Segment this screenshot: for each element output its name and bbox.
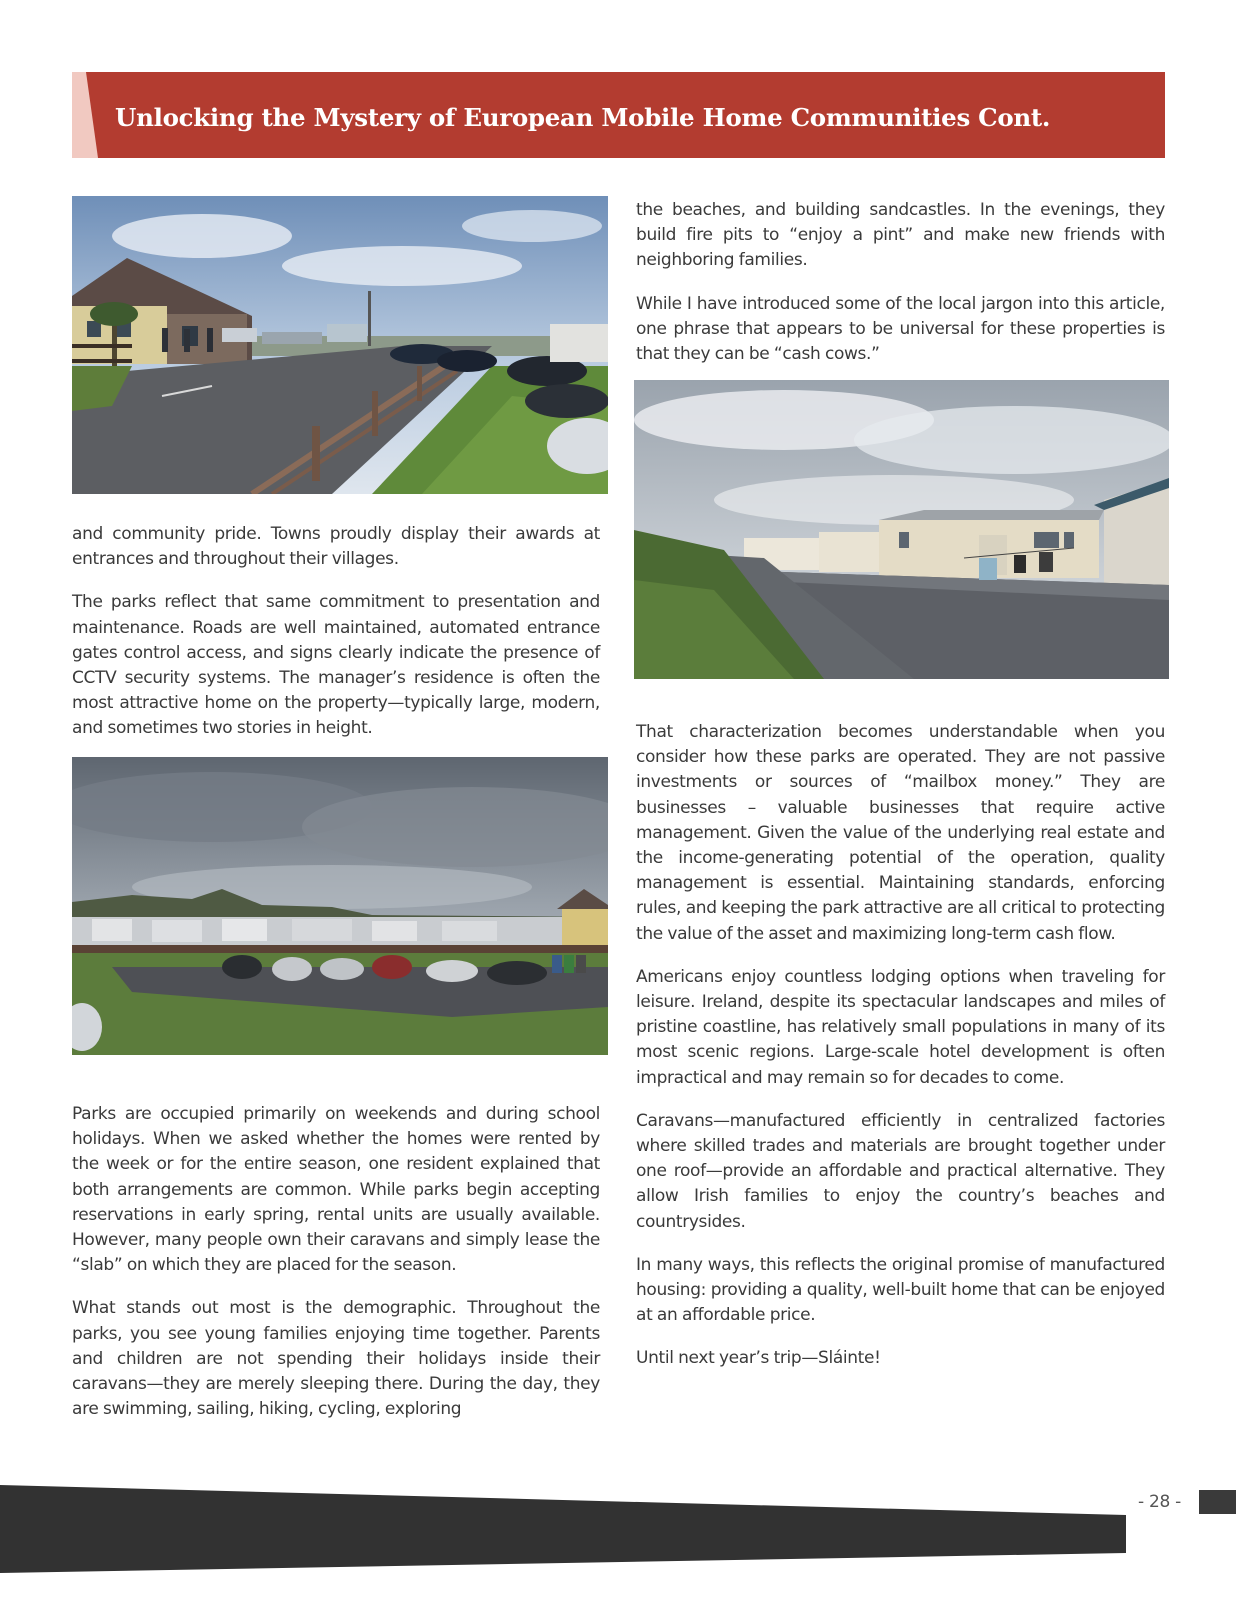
footer-band [0,1485,1236,1575]
photo-village-entrance [72,196,608,494]
left-text-block-2 [72,1102,600,1440]
paragraph: Caravans—manufactured efficiently in centralized factories where skilled trades and materials are brought together under one roof—provide an affordable and practical alternative. They allow Irish families to enjoy the country’s beaches and countrysides. [636,1110,1165,1232]
paragraph: Americans enjoy countless lodging options when traveling for leisure. Ireland, despite its spectacular landscapes and miles of pristine coastline, has relatively small populations in many of its most scenic regions. Large-scale hotel development is often impractical and may remain so for decades to come. [636,966,1165,1088]
paragraph: In many ways, this reflects the original promise of manufactured housing: providing a quality, well-built home that can be enjoyed at an affordable price. [636,1254,1165,1326]
right-text-block-1 [636,198,1165,385]
page-title: Unlocking the Mystery of European Mobile Home Communities Cont. [115,103,1051,132]
page-number: - 28 - [1138,1492,1181,1512]
paragraph: While I have introduced some of the local jargon into this article, one phrase that appears to be universal for these properties is that they can be “cash cows.” [636,293,1165,365]
paragraph: Until next year’s trip—Sláinte! [636,1348,881,1369]
paragraph: Parks are occupied primarily on weekends and during school holidays. When we asked whether the homes were rented by the week or for the entire season, one resident explained that both arrangements are common. While parks begin accepting reservations in early spring, rental units are usually available. However, many people own their caravans and simply lease the “slab” on which they are placed for the season. [72,1104,600,1276]
paragraph: That characterization becomes understandable when you consider how these parks are operated. They are not passive investments or sources of “mailbox money.” They are businesses – valuable businesses that require active management. Given the value of the underlying real estate and the income-generating potential of the operation, quality management is essential. Maintaining standards, enforcing rules, and keeping the park attractive are all critical to protecting the value of the asset and maximizing long-term cash flow. [636,722,1165,944]
banner-accent-stripe [72,72,98,158]
page-number-tab [1199,1490,1236,1514]
paragraph: and community pride. Towns proudly display their awards at entrances and throughout their villages. [72,524,600,570]
paragraph: The parks reflect that same commitment to presentation and maintenance. Roads are well maintained, automated entrance gates control access, and signs clearly indicate the presence of CCTV security systems. The manager’s residence is often the most attractive home on the property—typically large, modern, and sometimes two stories in height. [72,592,600,739]
photo-park-car-park [72,757,608,1055]
photo-caravan-lane [634,380,1169,679]
paragraph: What stands out most is the demographic. Throughout the parks, you see young families enjoying time together. Parents and children are not spending their holidays inside their caravans—they are merely sleeping there. During the day, they are swimming, sailing, hiking, cycling, exploring [72,1298,600,1420]
right-text-block-2 [636,720,1165,1390]
left-text-block-1 [72,522,600,760]
paragraph: the beaches, and building sandcastles. In the evenings, they build fire pits to “enjoy a pint” and make new friends with neighboring families. [636,200,1165,271]
header-banner [72,72,1165,158]
